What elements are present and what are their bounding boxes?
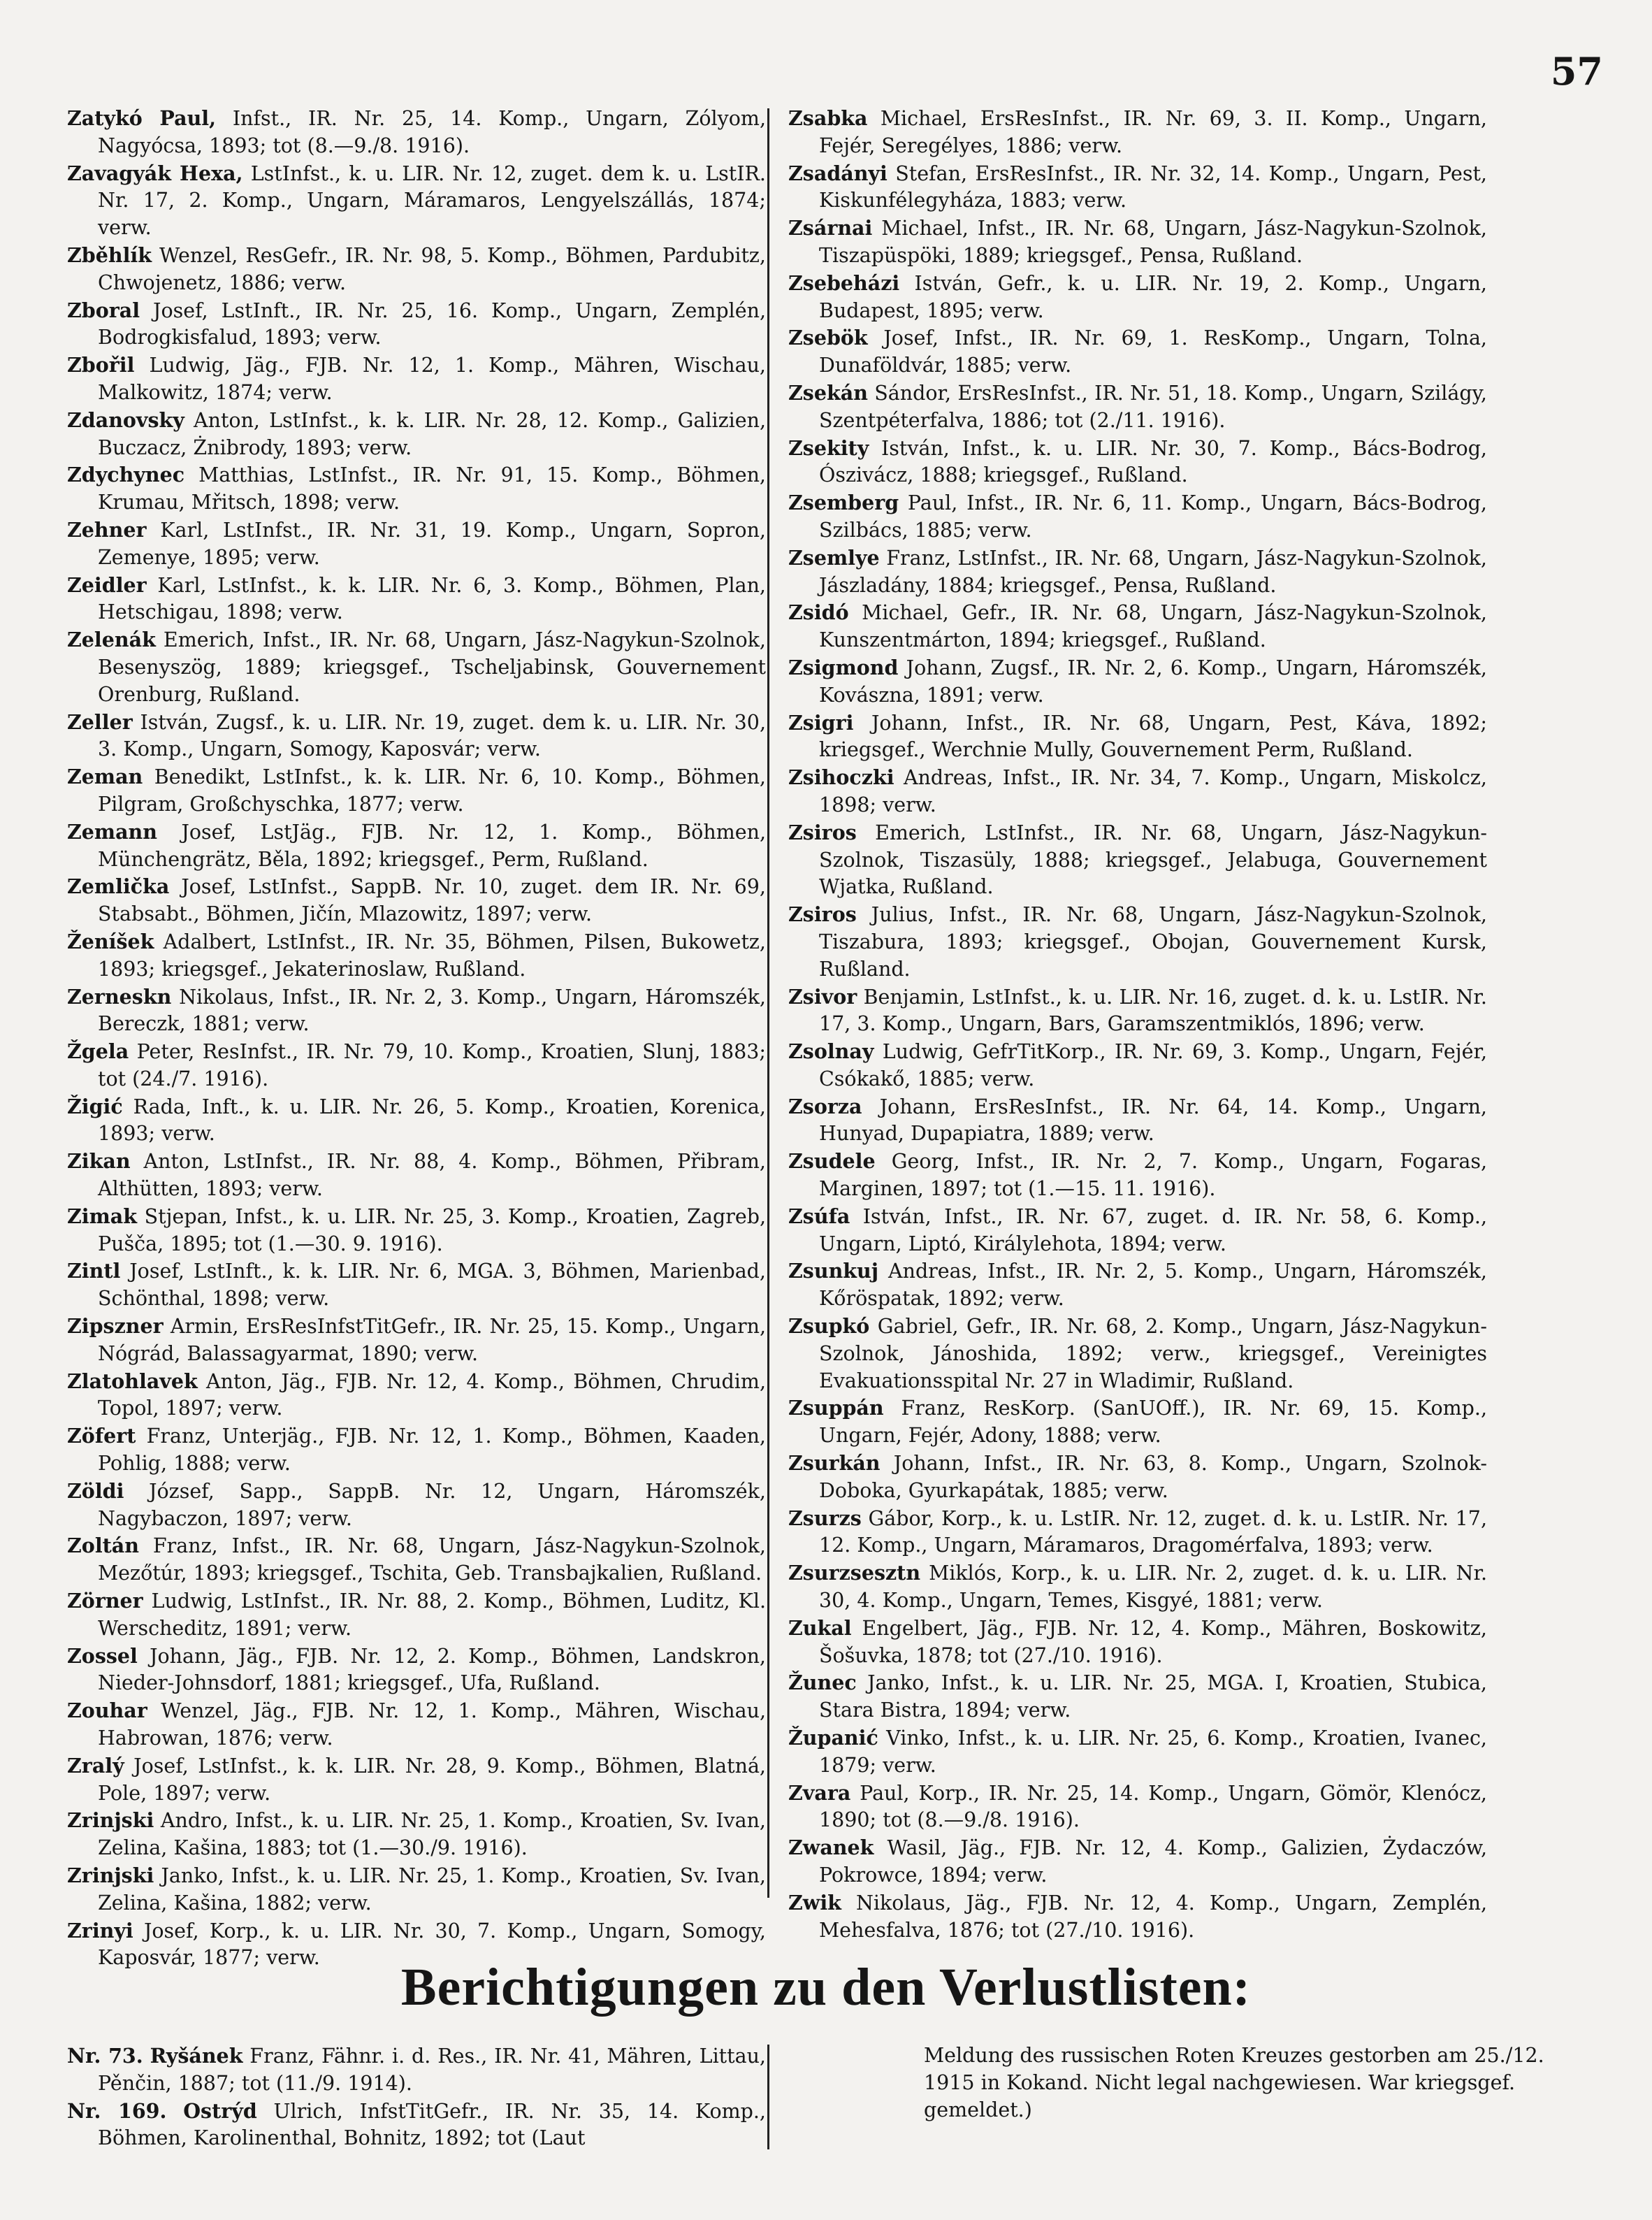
entry-details: Johann, Infst., IR. Nr. 63, 8. Komp., Ungarn, Szolnok-Doboka, Gyurkapátak, 1885; verw. [819, 1452, 1487, 1502]
entry-name: Zsivor [788, 984, 857, 1009]
entry-name: Županić [788, 1726, 878, 1750]
casualty-entry [788, 983, 1487, 1039]
casualty-entry [67, 517, 766, 572]
entry-name: Zöldi [67, 1478, 124, 1503]
entry-name: Zsadányi [788, 161, 887, 185]
casualty-entry [788, 105, 1487, 160]
casualty-entry [788, 654, 1487, 709]
entry-name: Zsunkuj [788, 1259, 879, 1283]
entry-details: Emerich, Infst., IR. Nr. 68, Ungarn, Jász-Nagykun-Szolnok, Besenyszög, 1889; kriegsgef., Tscheljabinsk, Gouvernement Orenburg, Rußland. [98, 628, 766, 706]
casualty-entry [788, 1394, 1487, 1450]
entry-details: Rada, Inft., k. u. LIR. Nr. 26, 5. Komp., Kroatien, Korenica, 1893; verw. [98, 1095, 766, 1146]
entry-name: Zsebeházi [788, 271, 900, 295]
casualty-entry [67, 1478, 766, 1533]
casualty-entry [67, 1148, 766, 1203]
casualty-entry [67, 819, 766, 874]
entry-details: Janko, Infst., k. u. LIR. Nr. 25, MGA. I, Kroatien, Stubica, Stara Bistra, 1894; verw. [819, 1671, 1487, 1722]
entry-details: Paul, Korp., IR. Nr. 25, 14. Komp., Ungarn, Gömör, Klenócz, 1890; tot (8.—9./8. 1916). [819, 1781, 1487, 1832]
entry-details: Anton, LstInfst., k. k. LIR. Nr. 28, 12. Komp., Galizien, Buczacz, Żnibrody, 1893; verw. [98, 408, 766, 459]
entry-details: Stjepan, Infst., k. u. LIR. Nr. 25, 3. Komp., Kroatien, Zagreb, Pušča, 1895; tot (1.—30. 9. 1916). [98, 1204, 766, 1255]
entry-details: Michael, Infst., IR. Nr. 68, Ungarn, Jász-Nagykun-Szolnok, Tiszapüspöki, 1889; kriegsgef., Pensa, Rußland. [819, 217, 1487, 267]
entry-details: Franz, Fähnr. i. d. Res., IR. Nr. 41, Mähren, Littau, Pěnčin, 1887; tot (11./9. 1914). [98, 2045, 766, 2095]
entry-details: Josef, LstJäg., FJB. Nr. 12, 1. Komp., Böhmen, Münchengrätz, Běla, 1892; kriegsgef., Perm, Rußland. [98, 820, 766, 871]
casualty-entry [67, 1587, 766, 1643]
casualty-entry [788, 1257, 1487, 1313]
entry-name: Zsebök [788, 326, 868, 350]
entry-name: Zoltán [67, 1534, 139, 1558]
entry-name: Zvara [788, 1780, 851, 1805]
casualty-entry [67, 1643, 766, 1698]
corrections-right: Meldung des russischen Roten Kreuzes gestorben am 25./12. 1915 in Kokand. Nicht legal nachgewiesen. War kriegsgef. gemeldet.) [924, 2044, 1544, 2121]
entry-details: Karl, LstInfst., IR. Nr. 31, 19. Komp., Ungarn, Sopron, Zemenye, 1895; verw. [98, 518, 766, 569]
entry-name: Zsigmond [788, 655, 899, 679]
entry-name: Zsiros [788, 820, 857, 844]
casualty-entry [788, 1038, 1487, 1093]
casualty-entry [67, 1862, 766, 1917]
entry-details: Nikolaus, Infst., IR. Nr. 2, 3. Komp., Ungarn, Háromszék, Bereczk, 1881; verw. [98, 985, 766, 1036]
entry-details: Infst., IR. Nr. 25, 14. Komp., Ungarn, Zólyom, Nagyócsa, 1893; tot (8.—9./8. 1916). [98, 107, 767, 157]
entry-name: Zwanek [788, 1836, 874, 1860]
casualty-entry [788, 819, 1487, 901]
entry-details: Janko, Infst., k. u. LIR. Nr. 25, 1. Komp., Kroatien, Sv. Ivan, Zelina, Kašina, 1882; verw. [98, 1864, 766, 1915]
casualty-entry [788, 1724, 1487, 1780]
casualty-entry [788, 1450, 1487, 1505]
entry-name: Zdanovsky [67, 408, 184, 432]
casualty-entry [67, 1257, 766, 1313]
casualty-entry [788, 435, 1487, 490]
entry-details: Ludwig, Jäg., FJB. Nr. 12, 1. Komp., Mähren, Wischau, Malkowitz, 1874; verw. [98, 354, 766, 404]
entry-details: Benjamin, LstInfst., k. u. LIR. Nr. 16, zuget. d. k. u. LstIR. Nr. 17, 3. Komp., Ungarn, Bars, Garamszentmiklós, 1896; verw. [819, 985, 1487, 1036]
entry-name: Zrinjski [67, 1808, 154, 1833]
entry-details: Johann, Zugsf., IR. Nr. 2, 6. Komp., Ungarn, Háromszék, Kovászna, 1891; verw. [819, 656, 1487, 707]
entry-details: István, Infst., k. u. LIR. Nr. 30, 7. Komp., Bács-Bodrog, Ószivácz, 1888; kriegsgef., Rußland. [819, 436, 1487, 487]
entry-name: Zsurkán [788, 1451, 881, 1476]
entry-details: Georg, Infst., IR. Nr. 2, 7. Komp., Ungarn, Fogaras, Marginen, 1897; tot (1.—15. 11. 1916). [819, 1150, 1487, 1201]
entry-details: Josef, LstInft., IR. Nr. 25, 16. Komp., Ungarn, Zemplén, Bodrogkisfalud, 1893; verw. [98, 298, 766, 349]
entry-name: Zikan [67, 1149, 131, 1174]
casualty-entry [788, 1780, 1487, 1835]
entry-details: Franz, ResKorp. (SanUOff.), IR. Nr. 69, 15. Komp., Ungarn, Fejér, Adony, 1888; verw. [819, 1397, 1487, 1448]
entry-name: Zsudele [788, 1149, 876, 1174]
entry-name: Zsemlye [788, 545, 880, 570]
casualty-entry [67, 1038, 766, 1093]
entry-details: Matthias, LstInfst., IR. Nr. 91, 15. Komp., Böhmen, Krumau, Mřitsch, 1898; verw. [98, 463, 766, 514]
casualty-entry [67, 160, 766, 242]
entry-details: LstInfst., k. u. LIR. Nr. 12, zuget. dem k. u. LstIR. Nr. 17, 2. Komp., Ungarn, Máramaros, Lengyelszállás, 1874; verw. [98, 161, 766, 240]
casualty-entry [67, 352, 766, 407]
casualty-entry [788, 1889, 1487, 1945]
entry-name: Žgela [67, 1039, 129, 1064]
entry-details: Sándor, ErsResInfst., IR. Nr. 51, 18. Komp., Ungarn, Szilágy, Szentpéterfalva, 1886; tot (2./11. 1916). [819, 381, 1487, 432]
casualty-entry [67, 461, 766, 517]
entry-name: Zemann [67, 819, 158, 844]
entry-name: Zsárnai [788, 216, 873, 240]
entry-details: István, Gefr., k. u. LIR. Nr. 19, 2. Komp., Ungarn, Budapest, 1895; verw. [819, 271, 1487, 322]
entry-details: Johann, ErsResInfst., IR. Nr. 64, 14. Komp., Ungarn, Hunyad, Dupapiatra, 1889; verw. [819, 1095, 1487, 1146]
entry-name: Zukal [788, 1615, 852, 1640]
casualty-entry [67, 1093, 766, 1148]
casualty-entry [788, 489, 1487, 545]
correction-number: Nr. 73. [67, 2044, 143, 2068]
entry-details: Ludwig, LstInfst., IR. Nr. 88, 2. Komp., Böhmen, Luditz, Kl. Werscheditz, 1891; verw. [98, 1590, 766, 1640]
entry-name: Žigić [67, 1094, 123, 1118]
casualty-entry [67, 1368, 766, 1423]
entry-name: Zralý [67, 1753, 124, 1778]
casualty-entry [67, 1697, 766, 1752]
correction-entry [67, 2098, 766, 2153]
entry-details: Miklós, Korp., k. u. LIR. Nr. 2, zuget. d. k. u. LIR. Nr. 30, 4. Komp., Ungarn, Temes, Kisgyé, 1881; verw. [819, 1562, 1487, 1613]
entry-details: József, Sapp., SappB. Nr. 12, Ungarn, Háromszék, Nagybaczon, 1897; verw. [98, 1479, 766, 1530]
casualty-entry [67, 626, 766, 708]
entry-name: Zsolnay [788, 1039, 874, 1064]
entry-details: Josef, LstInfst., k. k. LIR. Nr. 28, 9. Komp., Böhmen, Blatná, Pole, 1897; verw. [98, 1754, 766, 1805]
entry-name: Zsúfa [788, 1204, 850, 1228]
entry-details: Josef, Korp., k. u. LIR. Nr. 30, 7. Komp., Ungarn, Somogy, Kaposvár, 1877; verw. [98, 1919, 766, 1970]
entry-details: Wenzel, ResGefr., IR. Nr. 98, 5. Komp., Böhmen, Pardubitz, Chwojenetz, 1886; verw. [98, 243, 766, 294]
entry-details: Paul, Infst., IR. Nr. 6, 11. Komp., Ungarn, Bács-Bodrog, Szilbács, 1885; verw. [819, 491, 1487, 542]
entry-name: Zsurzsesztn [788, 1561, 921, 1585]
entry-details: István, Infst., IR. Nr. 67, zuget. d. IR. Nr. 58, 6. Komp., Ungarn, Liptó, Királylehota, 1894; verw. [819, 1204, 1487, 1255]
entry-name: Zsiros [788, 902, 857, 927]
casualty-entry [67, 242, 766, 297]
entry-name: Zběhlík [67, 243, 152, 267]
entry-name: Zsupkó [788, 1314, 870, 1339]
entry-details: Nikolaus, Jäg., FJB. Nr. 12, 4. Komp., Ungarn, Zemplén, Mehesfalva, 1876; tot (27./10. 1916). [819, 1891, 1487, 1942]
entry-details: Michael, Gefr., IR. Nr. 68, Ungarn, Jász-Nagykun-Szolnok, Kunszentmárton, 1894; kriegsgef., Rußland. [819, 601, 1487, 652]
entry-details: Vinko, Infst., k. u. LIR. Nr. 25, 6. Komp., Kroatien, Ivanec, 1879; verw. [819, 1727, 1487, 1777]
entry-details: Franz, Unterjäg., FJB. Nr. 12, 1. Komp., Böhmen, Kaaden, Pohlig, 1888; verw. [98, 1425, 766, 1476]
entry-details: Anton, Jäg., FJB. Nr. 12, 4. Komp., Böhmen, Chrudim, Topol, 1897; verw. [98, 1369, 766, 1420]
entry-name: Zsemberg [788, 491, 899, 515]
entry-name: Zerneskn [67, 984, 172, 1009]
entry-name: Zdychynec [67, 463, 185, 487]
casualty-entry [788, 764, 1487, 819]
column-divider [767, 108, 769, 1898]
entry-name: Zörner [67, 1589, 143, 1613]
casualty-entry [788, 1559, 1487, 1615]
entry-name: Zwik [788, 1890, 841, 1915]
casualty-entry [788, 324, 1487, 380]
entry-details: Ludwig, GefrTitKorp., IR. Nr. 69, 3. Komp., Ungarn, Fejér, Csókakő, 1885; verw. [819, 1040, 1487, 1090]
entry-name: Zemlička [67, 874, 170, 899]
entry-details: Andreas, Infst., IR. Nr. 34, 7. Komp., Ungarn, Miskolcz, 1898; verw. [819, 766, 1487, 816]
entry-details: Benedikt, LstInfst., k. k. LIR. Nr. 6, 10. Komp., Böhmen, Pilgram, Großchyschka, 1877; verw. [98, 765, 766, 816]
entry-name: Zouhar [67, 1699, 147, 1723]
entry-details: Andreas, Infst., IR. Nr. 2, 5. Komp., Ungarn, Háromszék, Kőröspatak, 1892; verw. [819, 1260, 1487, 1311]
casualty-entry [788, 1669, 1487, 1724]
corrections-heading: Berichtigungen zu den Verlustlisten: [400, 1958, 1252, 2017]
entry-details: Emerich, LstInfst., IR. Nr. 68, Ungarn, Jász-Nagykun-Szolnok, Tiszasüly, 1888; kriegsgef., Jelabuga, Gouvernement Wjatka, Rußland. [819, 821, 1487, 899]
left-column [67, 105, 766, 1972]
casualty-entry [67, 297, 766, 352]
casualty-entry [67, 1807, 766, 1862]
entry-name: Zsurzs [788, 1506, 862, 1530]
casualty-entry [67, 983, 766, 1039]
entry-name: Zsidó [788, 600, 849, 625]
entry-name: Žunec [788, 1671, 857, 1695]
casualty-entry [67, 1532, 766, 1587]
entry-name: Ženíšek [67, 929, 154, 953]
casualty-entry [788, 160, 1487, 215]
casualty-entry [788, 901, 1487, 983]
casualty-entry [67, 572, 766, 627]
entry-name: Zsabka [788, 106, 868, 130]
entry-name: Zöfert [67, 1424, 136, 1448]
casualty-entry [67, 763, 766, 819]
entry-name: Zboral [67, 298, 140, 322]
casualty-entry [788, 1148, 1487, 1203]
casualty-entry [788, 380, 1487, 435]
entry-details: Wasil, Jäg., FJB. Nr. 12, 4. Komp., Galizien, Żydaczów, Pokrowce, 1894; verw. [819, 1836, 1487, 1887]
casualty-entry [788, 1834, 1487, 1889]
casualty-entry [788, 1615, 1487, 1670]
casualty-entry [788, 215, 1487, 270]
entry-name: Zeidler [67, 572, 147, 597]
entry-details: Gabriel, Gefr., IR. Nr. 68, 2. Komp., Ungarn, Jász-Nagykun-Szolnok, Jánoshida, 1892; verw., kriegsgef., Vereinigtes Evakuationsspital Nr. 27 in Wladimir, Rußland. [819, 1315, 1487, 1392]
correction-number: Nr. 169. [67, 2098, 167, 2123]
casualty-entry [67, 1203, 766, 1258]
entry-name: Zeller [67, 709, 133, 734]
casualty-entry [67, 709, 766, 764]
casualty-entry [67, 105, 766, 160]
entry-details: Josef, LstInft., k. k. LIR. Nr. 6, MGA. 3, Böhmen, Marienbad, Schönthal, 1898; verw. [98, 1260, 766, 1311]
entry-details: Gábor, Korp., k. u. LstIR. Nr. 12, zuget. d. k. u. LstIR. Nr. 17, 12. Komp., Ungarn, Máramaros, Dragomérfalva, 1893; verw. [819, 1506, 1487, 1557]
entry-name: Zimak [67, 1204, 138, 1228]
entry-details: Adalbert, LstInfst., IR. Nr. 35, Böhmen, Pilsen, Bukowetz, 1893; kriegsgef., Jekaterinoslaw, Rußland. [98, 930, 766, 981]
entry-name: Zsihoczki [788, 765, 894, 790]
entry-name: Zsigri [788, 710, 854, 735]
entry-details: Armin, ErsResInfstTitGefr., IR. Nr. 25, 15. Komp., Ungarn, Nógrád, Balassagyarmat, 1890; verw. [98, 1315, 766, 1365]
entry-name: Ryšánek [150, 2044, 243, 2068]
entry-details: Andro, Infst., k. u. LIR. Nr. 25, 1. Komp., Kroatien, Sv. Ivan, Zelina, Kašina, 1883; tot (1.—30./9. 1916). [98, 1809, 766, 1860]
entry-name: Zrinyi [67, 1918, 133, 1942]
casualty-entry [788, 545, 1487, 600]
casualty-entry [67, 1313, 766, 1368]
entry-details: Michael, ErsResInfst., IR. Nr. 69, 3. II. Komp., Ungarn, Fejér, Seregélyes, 1886; verw. [819, 107, 1487, 157]
entry-name: Zrinjski [67, 1864, 154, 1887]
entry-details: Josef, Infst., IR. Nr. 69, 1. ResKomp., Ungarn, Tolna, Dunaföldvár, 1885; verw. [819, 326, 1487, 377]
entry-details: István, Zugsf., k. u. LIR. Nr. 19, zuget. dem k. u. LIR. Nr. 30, 3. Komp., Ungarn, Somogy, Kaposvár; verw. [98, 710, 766, 761]
casualty-entry [788, 599, 1487, 654]
casualty-entry [67, 1422, 766, 1478]
entry-name: Zehner [67, 517, 147, 542]
casualty-entry [67, 1752, 766, 1808]
entry-details: Engelbert, Jäg., FJB. Nr. 12, 4. Komp., Mähren, Boskowitz, Šošuvka, 1878; tot (27./10. 1916). [819, 1616, 1487, 1667]
entry-name: Zossel [67, 1643, 138, 1668]
casualty-entry [788, 1203, 1487, 1258]
entry-details: Ulrich, InfstTitGefr., IR. Nr. 35, 14. Komp., Böhmen, Karolinenthal, Bohnitz, 1892; tot (Laut [98, 2099, 766, 2150]
correction-entry [67, 2042, 766, 2098]
entry-name: Zsekity [788, 435, 869, 460]
right-column [788, 105, 1487, 1944]
entry-name: Zlatohlavek [67, 1369, 198, 1393]
entry-name: Zavagyák Hexa, [67, 161, 243, 185]
corrections-divider [767, 2045, 769, 2149]
entry-name: Zsorza [788, 1094, 862, 1118]
entry-details: Franz, LstInfst., IR. Nr. 68, Ungarn, Jász-Nagykun-Szolnok, Jászladány, 1884; kriegsgef., Pensa, Rußland. [819, 546, 1487, 597]
corrections-left [67, 2042, 766, 2152]
entry-name: Zbořil [67, 353, 135, 377]
entry-name: Zipszner [67, 1314, 164, 1339]
entry-name: Zelenák [67, 628, 156, 652]
entry-details: Julius, Infst., IR. Nr. 68, Ungarn, Jász-Nagykun-Szolnok, Tiszabura, 1893; kriegsgef., Obojan, Gouvernement Kursk, Rußland. [819, 903, 1487, 981]
casualty-entry [788, 709, 1487, 765]
entry-name: Zintl [67, 1259, 121, 1283]
entry-details: Wenzel, Jäg., FJB. Nr. 12, 1. Komp., Mähren, Wischau, Habrowan, 1876; verw. [98, 1699, 766, 1750]
casualty-entry [788, 270, 1487, 325]
entry-name: Zatykó Paul, [67, 106, 217, 130]
entry-name: Zeman [67, 765, 143, 789]
casualty-entry [67, 928, 766, 983]
entry-details: Josef, LstInfst., SappB. Nr. 10, zuget. dem IR. Nr. 69, Stabsabt., Böhmen, Jičín, Mlazowitz, 1897; verw. [98, 875, 766, 926]
casualty-entry [67, 407, 766, 462]
entry-details: Peter, ResInfst., IR. Nr. 79, 10. Komp., Kroatien, Slunj, 1883; tot (24./7. 1916). [98, 1040, 766, 1090]
casualty-entry [788, 1093, 1487, 1148]
entry-details: Franz, Infst., IR. Nr. 68, Ungarn, Jász-Nagykun-Szolnok, Mezőtúr, 1893; kriegsgef., Tschita, Geb. Transbajkalien, Rußland. [98, 1534, 766, 1585]
casualty-entry [67, 873, 766, 928]
entry-details: Johann, Jäg., FJB. Nr. 12, 2. Komp., Böhmen, Landskron, Nieder-Johnsdorf, 1881; kriegsgef., Ufa, Rußland. [98, 1644, 766, 1695]
entry-details: Stefan, ErsResInfst., IR. Nr. 32, 14. Komp., Ungarn, Pest, Kiskunfélegyháza, 1883; verw. [819, 161, 1487, 212]
casualty-entry [788, 1313, 1487, 1394]
entry-name: Ostrýd [183, 2098, 257, 2123]
page-number: 57 [1550, 49, 1603, 94]
entry-details: Anton, LstInfst., IR. Nr. 88, 4. Komp., Böhmen, Přibram, Althütten, 1893; verw. [98, 1150, 766, 1201]
entry-details: Johann, Infst., IR. Nr. 68, Ungarn, Pest, Káva, 1892; kriegsgef., Werchnie Mully, Gouvernement Perm, Rußland. [819, 711, 1487, 762]
casualty-entry [788, 1505, 1487, 1560]
entry-details: Karl, LstInfst., k. k. LIR. Nr. 6, 3. Komp., Böhmen, Plan, Hetschigau, 1898; verw. [98, 573, 766, 624]
entry-name: Zsekán [788, 380, 868, 405]
entry-name: Zsuppán [788, 1396, 884, 1420]
